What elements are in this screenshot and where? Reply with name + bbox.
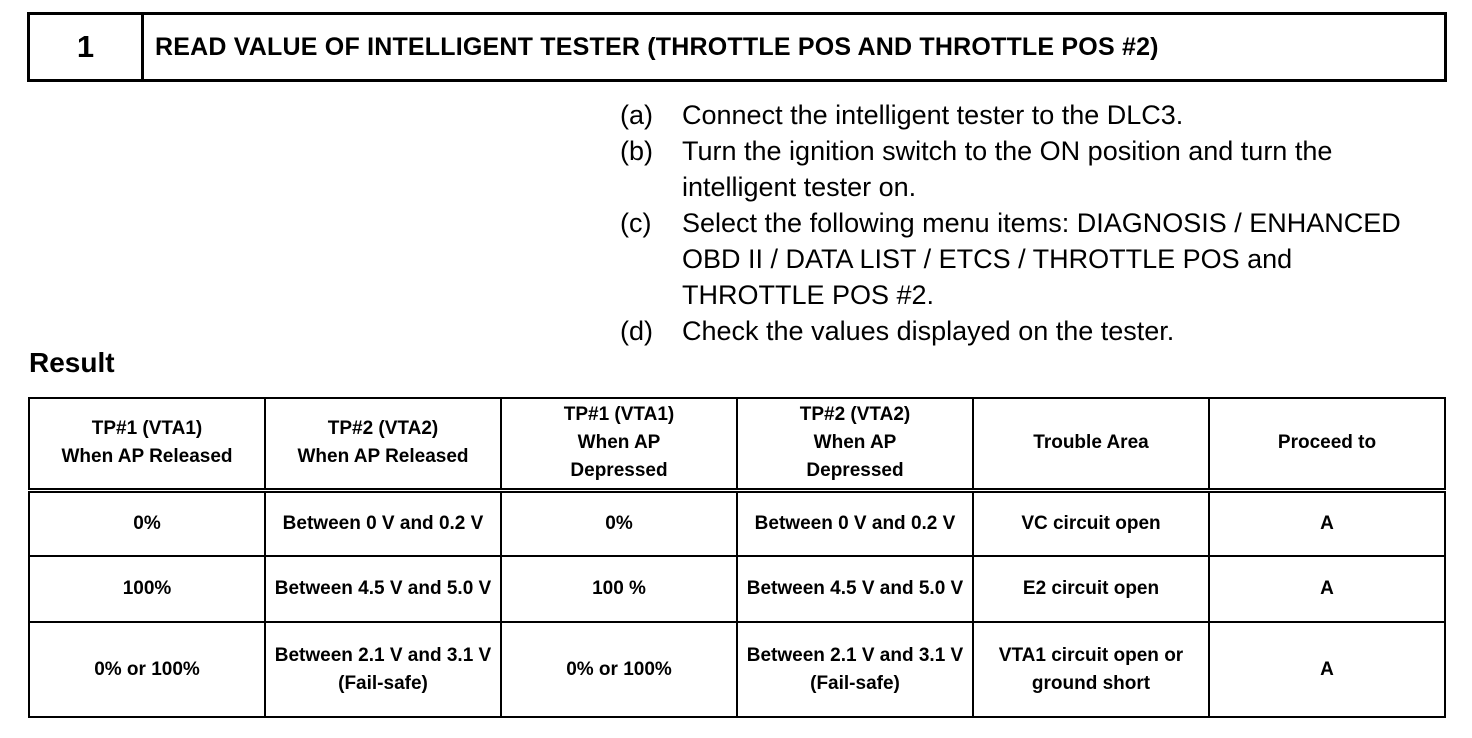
instruction-item: [620, 313, 1440, 349]
table-cell: VC circuit open: [973, 490, 1209, 556]
table-cell: Between 0 V and 0.2 V: [265, 490, 501, 556]
instruction-text: Turn the ignition switch to the ON position and turn the intelligent tester on.: [682, 136, 1333, 202]
table-cell: 0%: [29, 490, 265, 556]
instruction-item: [620, 97, 1440, 133]
column-header: Trouble Area: [973, 398, 1209, 490]
table-cell: 100 %: [501, 556, 737, 622]
instruction-marker: (a): [620, 100, 653, 130]
column-header: TP#1 (VTA1) When AP Released: [29, 398, 265, 490]
table-cell: A: [1209, 556, 1445, 622]
table-cell: A: [1209, 490, 1445, 556]
table-cell: 0% or 100%: [501, 622, 737, 717]
result-table: [28, 397, 1446, 718]
table-cell: 100%: [29, 556, 265, 622]
step-header: [27, 12, 1447, 82]
instruction-marker: (d): [620, 316, 653, 346]
table-cell: Between 2.1 V and 3.1 V (Fail-safe): [737, 622, 973, 717]
instruction-marker: (b): [620, 136, 653, 166]
table-cell: Between 2.1 V and 3.1 V (Fail-safe): [265, 622, 501, 717]
result-heading: Result: [29, 347, 115, 378]
column-header: Proceed to: [1209, 398, 1445, 490]
instruction-text: Check the values displayed on the tester.: [682, 316, 1175, 346]
instruction-list: [620, 97, 1440, 349]
column-header: TP#2 (VTA2) When AP Released: [265, 398, 501, 490]
column-header: TP#1 (VTA1) When AP Depressed: [501, 398, 737, 490]
step-title: READ VALUE OF INTELLIGENT TESTER (THROTTLE POS AND THROTTLE POS #2): [155, 32, 1159, 61]
table-row: [29, 490, 1445, 556]
instruction-item: [620, 133, 1440, 205]
instruction-text: Select the following menu items: DIAGNOSIS / ENHANCED OBD II / DATA LIST / ETCS / THROTTLE POS and THROTTLE POS #2.: [682, 208, 1401, 310]
instruction-text: Connect the intelligent tester to the DLC3.: [682, 100, 1184, 130]
table-cell: Between 4.5 V and 5.0 V: [737, 556, 973, 622]
table-cell: A: [1209, 622, 1445, 717]
step-number: 1: [30, 15, 144, 79]
column-header: TP#2 (VTA2) When AP Depressed: [737, 398, 973, 490]
table-cell: 0% or 100%: [29, 622, 265, 717]
table-cell: VTA1 circuit open or ground short: [973, 622, 1209, 717]
table-cell: E2 circuit open: [973, 556, 1209, 622]
table-cell: Between 4.5 V and 5.0 V: [265, 556, 501, 622]
instruction-item: [620, 205, 1440, 313]
table-cell: 0%: [501, 490, 737, 556]
table-header-row: [29, 398, 1445, 490]
instruction-marker: (c): [620, 208, 652, 238]
table-row: [29, 556, 1445, 622]
table-row: [29, 622, 1445, 717]
table-cell: Between 0 V and 0.2 V: [737, 490, 973, 556]
